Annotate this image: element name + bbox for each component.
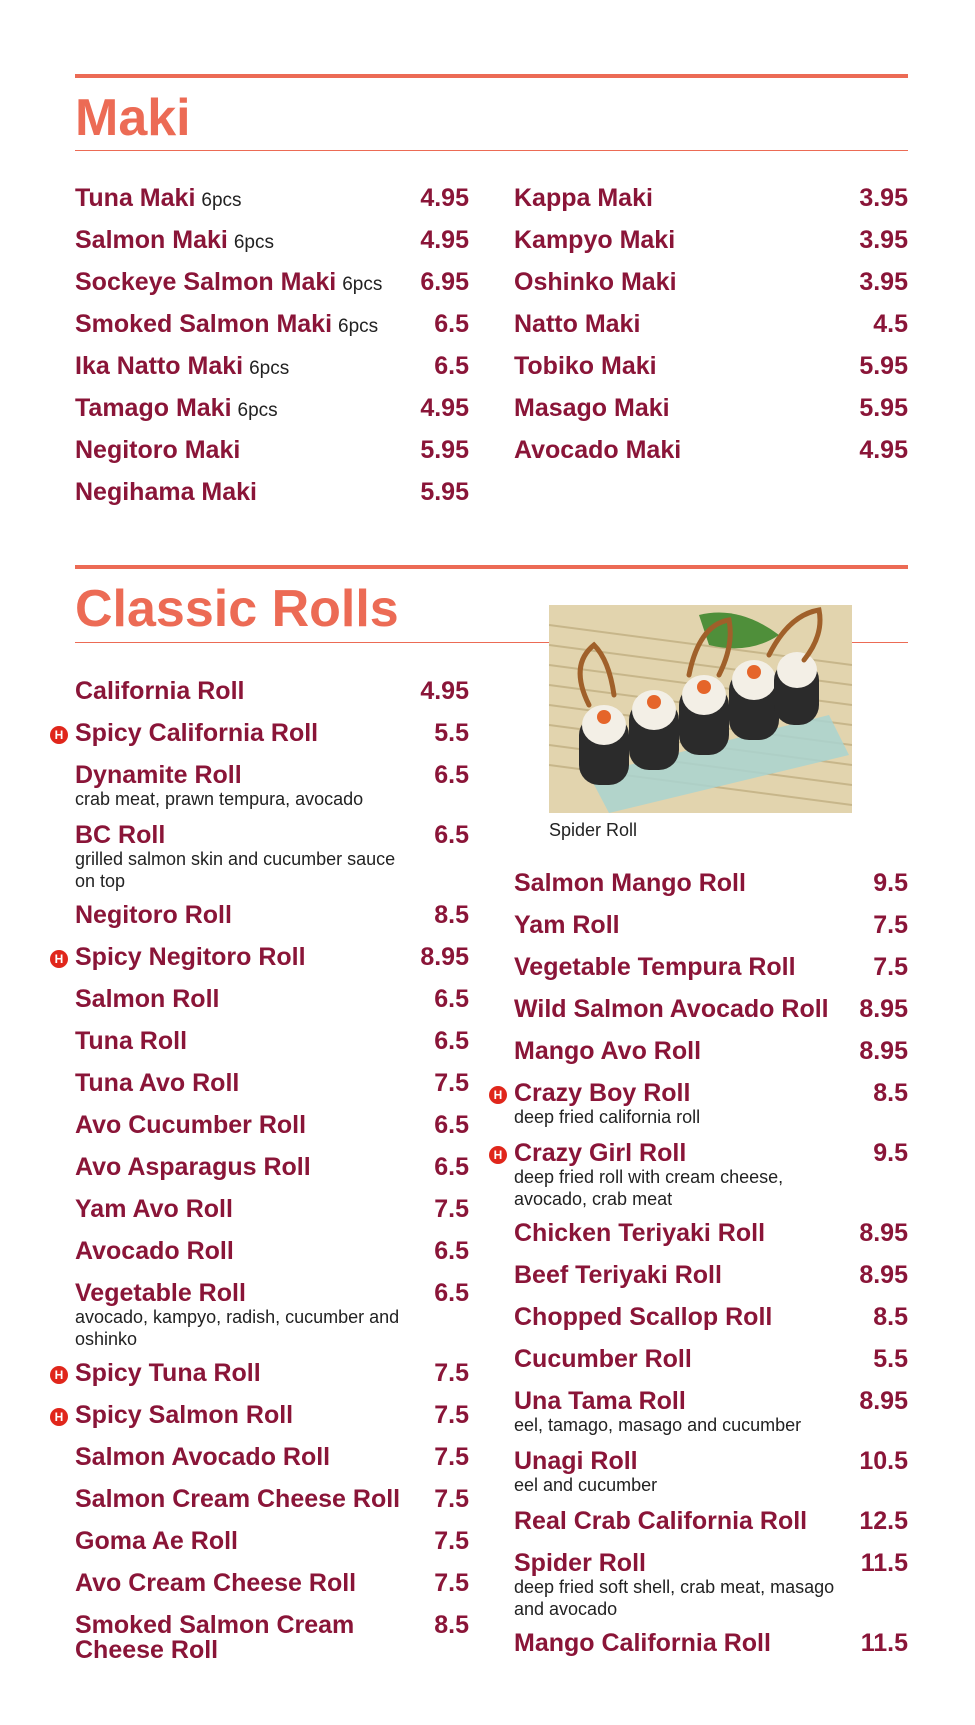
menu-item bbox=[514, 268, 908, 310]
menu-item bbox=[75, 394, 469, 436]
menu-item bbox=[514, 1387, 908, 1447]
item-name: Negihama Maki bbox=[75, 478, 258, 506]
menu-item bbox=[54, 1359, 469, 1401]
menu-item bbox=[75, 268, 469, 310]
item-name: Spicy Negitoro Roll bbox=[75, 943, 306, 971]
menu-item bbox=[75, 901, 469, 943]
item-description: grilled salmon skin and cucumber sauce on top bbox=[75, 849, 396, 891]
classic-section-title: Classic Rolls bbox=[75, 580, 399, 638]
item-name-group bbox=[75, 478, 257, 507]
item-name: Yam Avo Roll bbox=[75, 1195, 233, 1223]
item-name: Masago Maki bbox=[514, 394, 670, 422]
menu-item bbox=[75, 1611, 469, 1671]
menu-item bbox=[514, 1037, 908, 1079]
menu-item bbox=[514, 1507, 908, 1549]
item-name: Tamago Maki bbox=[75, 394, 232, 422]
menu-item bbox=[75, 1485, 469, 1527]
menu-item bbox=[54, 943, 469, 985]
item-name: Tuna Roll bbox=[75, 1027, 188, 1055]
spider-roll-illustration bbox=[549, 605, 852, 813]
item-price: 8.5 bbox=[873, 1303, 908, 1331]
item-name: Crazy Girl Roll bbox=[514, 1139, 687, 1167]
spicy-hot-icon: H bbox=[50, 1366, 68, 1384]
spicy-hot-icon: H bbox=[50, 1408, 68, 1426]
menu-item bbox=[514, 1261, 908, 1303]
menu-item bbox=[514, 352, 908, 394]
item-name: Unagi Roll bbox=[514, 1447, 638, 1475]
maki-title-rule bbox=[75, 150, 908, 151]
menu-item bbox=[514, 911, 908, 953]
item-price: 7.5 bbox=[434, 1359, 469, 1387]
item-price: 6.5 bbox=[434, 310, 469, 338]
menu-item bbox=[75, 1153, 469, 1195]
item-price: 8.5 bbox=[434, 1611, 469, 1639]
item-price: 7.5 bbox=[434, 1443, 469, 1471]
item-name-group bbox=[514, 394, 670, 423]
item-name: Salmon Roll bbox=[75, 985, 220, 1013]
item-name-group bbox=[514, 352, 657, 381]
menu-item bbox=[514, 1219, 908, 1261]
classic-top-rule bbox=[75, 565, 908, 569]
item-name: Salmon Cream Cheese Roll bbox=[75, 1485, 401, 1513]
item-price: 12.5 bbox=[859, 1507, 908, 1535]
menu-item bbox=[514, 226, 908, 268]
menu-item bbox=[514, 869, 908, 911]
spider-roll-photo bbox=[549, 605, 852, 813]
menu-item bbox=[75, 1443, 469, 1485]
item-quantity: 6pcs bbox=[249, 358, 290, 379]
item-price: 5.95 bbox=[859, 352, 908, 380]
spicy-hot-icon: H bbox=[50, 950, 68, 968]
classic-left-column bbox=[54, 677, 469, 1671]
item-name: Mango California Roll bbox=[514, 1629, 771, 1657]
item-name: Dynamite Roll bbox=[75, 761, 242, 789]
item-price: 10.5 bbox=[859, 1447, 908, 1475]
item-price: 7.5 bbox=[434, 1569, 469, 1597]
item-price: 5.5 bbox=[434, 719, 469, 747]
item-price: 7.5 bbox=[434, 1195, 469, 1223]
item-price: 7.5 bbox=[873, 953, 908, 981]
item-name-group bbox=[514, 268, 677, 297]
item-name: Cucumber Roll bbox=[514, 1345, 692, 1373]
item-price: 6.5 bbox=[434, 821, 469, 849]
item-quantity: 6pcs bbox=[338, 316, 379, 337]
item-price: 7.5 bbox=[434, 1527, 469, 1555]
item-price: 4.95 bbox=[420, 184, 469, 212]
item-name: Mango Avo Roll bbox=[514, 1037, 702, 1065]
item-price: 7.5 bbox=[873, 911, 908, 939]
menu-item bbox=[493, 1079, 908, 1139]
item-price: 11.5 bbox=[860, 1629, 908, 1657]
item-price: 9.5 bbox=[873, 869, 908, 897]
menu-item bbox=[75, 985, 469, 1027]
menu-item bbox=[75, 1195, 469, 1237]
item-name: Smoked Salmon Cream Cheese Roll bbox=[75, 1611, 355, 1664]
item-name: Salmon Avocado Roll bbox=[75, 1443, 331, 1471]
item-price: 4.95 bbox=[859, 436, 908, 464]
item-description: eel, tamago, masago and cucumber bbox=[514, 1415, 802, 1435]
item-quantity: 6pcs bbox=[233, 232, 274, 253]
item-name: Beef Teriyaki Roll bbox=[514, 1261, 722, 1289]
item-name: Natto Maki bbox=[514, 310, 641, 338]
item-name: Sockeye Salmon Maki bbox=[75, 268, 337, 296]
item-name: Tobiko Maki bbox=[514, 352, 657, 380]
item-price: 8.5 bbox=[434, 901, 469, 929]
item-name: BC Roll bbox=[75, 821, 166, 849]
maki-section-title: Maki bbox=[75, 89, 191, 147]
item-name-group bbox=[75, 436, 240, 465]
item-name-group bbox=[75, 352, 289, 381]
item-price: 6.5 bbox=[434, 1027, 469, 1055]
menu-item bbox=[75, 184, 469, 226]
item-name: Kappa Maki bbox=[514, 184, 653, 212]
item-price: 6.95 bbox=[420, 268, 469, 296]
menu-item bbox=[75, 1027, 469, 1069]
menu-item bbox=[75, 352, 469, 394]
item-price: 11.5 bbox=[860, 1549, 908, 1577]
item-price: 7.5 bbox=[434, 1069, 469, 1097]
menu-item bbox=[514, 184, 908, 226]
item-name: Avo Cream Cheese Roll bbox=[75, 1569, 357, 1597]
item-name: Yam Roll bbox=[514, 911, 620, 939]
menu-item bbox=[75, 226, 469, 268]
item-price: 7.5 bbox=[434, 1401, 469, 1429]
item-price: 6.5 bbox=[434, 761, 469, 789]
item-name: Una Tama Roll bbox=[514, 1387, 686, 1415]
item-price: 3.95 bbox=[859, 226, 908, 254]
item-quantity: 6pcs bbox=[237, 400, 278, 421]
spicy-hot-icon: H bbox=[489, 1086, 507, 1104]
item-name-group bbox=[75, 268, 382, 297]
item-name-group bbox=[75, 394, 278, 423]
item-price: 5.5 bbox=[873, 1345, 908, 1373]
menu-item bbox=[514, 1345, 908, 1387]
item-name: Avocado Maki bbox=[514, 436, 682, 464]
menu-item bbox=[514, 394, 908, 436]
item-name: Goma Ae Roll bbox=[75, 1527, 238, 1555]
item-name: California Roll bbox=[75, 677, 245, 705]
item-quantity: 6pcs bbox=[342, 274, 383, 295]
item-price: 8.95 bbox=[859, 1037, 908, 1065]
item-description: eel and cucumber bbox=[514, 1475, 658, 1495]
item-name: Tuna Avo Roll bbox=[75, 1069, 240, 1097]
item-price: 8.5 bbox=[873, 1079, 908, 1107]
item-name: Spicy California Roll bbox=[75, 719, 319, 747]
item-price: 6.5 bbox=[434, 1237, 469, 1265]
menu-item bbox=[493, 1139, 908, 1219]
photo-caption: Spider Roll bbox=[549, 820, 638, 840]
item-name: Spicy Salmon Roll bbox=[75, 1401, 294, 1429]
item-name: Avo Cucumber Roll bbox=[75, 1111, 307, 1139]
menu-item bbox=[514, 436, 908, 478]
item-name-group bbox=[514, 436, 681, 465]
menu-item bbox=[514, 1629, 908, 1671]
item-price: 6.5 bbox=[434, 1111, 469, 1139]
menu-item bbox=[514, 310, 908, 352]
item-name-group bbox=[75, 226, 274, 255]
menu-item bbox=[75, 821, 469, 901]
menu-item bbox=[54, 1401, 469, 1443]
menu-item bbox=[75, 761, 469, 821]
item-price: 8.95 bbox=[420, 943, 469, 971]
item-description: avocado, kampyo, radish, cucumber and oshinko bbox=[75, 1307, 400, 1349]
item-price: 8.95 bbox=[859, 1261, 908, 1289]
menu-item bbox=[75, 677, 469, 719]
item-name: Spider Roll bbox=[514, 1549, 646, 1577]
item-description: crab meat, prawn tempura, avocado bbox=[75, 789, 364, 809]
menu-item bbox=[514, 1447, 908, 1507]
item-price: 6.5 bbox=[434, 1279, 469, 1307]
menu-item bbox=[514, 1303, 908, 1345]
item-name: Negitoro Maki bbox=[75, 436, 241, 464]
item-name: Avo Asparagus Roll bbox=[75, 1153, 311, 1181]
item-name: Avocado Roll bbox=[75, 1237, 234, 1265]
item-price: 6.5 bbox=[434, 1153, 469, 1181]
item-price: 8.95 bbox=[859, 1219, 908, 1247]
item-name: Spicy Tuna Roll bbox=[75, 1359, 261, 1387]
item-description: deep fried roll with cream cheese, avocado, crab meat bbox=[514, 1167, 784, 1209]
item-price: 5.95 bbox=[420, 436, 469, 464]
item-price: 6.5 bbox=[434, 352, 469, 380]
item-name: Real Crab California Roll bbox=[514, 1507, 808, 1535]
item-price: 6.5 bbox=[434, 985, 469, 1013]
maki-left-column bbox=[75, 184, 469, 520]
item-name-group bbox=[514, 184, 653, 213]
menu-item bbox=[514, 1549, 908, 1629]
item-price: 4.5 bbox=[873, 310, 908, 338]
item-name-group bbox=[514, 310, 640, 339]
menu-item bbox=[75, 1111, 469, 1153]
item-name: Negitoro Roll bbox=[75, 901, 232, 929]
menu-item bbox=[514, 953, 908, 995]
item-name: Kampyo Maki bbox=[514, 226, 676, 254]
item-name-group bbox=[75, 310, 378, 339]
item-price: 4.95 bbox=[420, 677, 469, 705]
menu-item bbox=[75, 1279, 469, 1359]
item-price: 8.95 bbox=[859, 1387, 908, 1415]
item-name: Ika Natto Maki bbox=[75, 352, 244, 380]
menu-item bbox=[75, 310, 469, 352]
item-name: Wild Salmon Avocado Roll bbox=[514, 995, 829, 1023]
spicy-hot-icon: H bbox=[50, 726, 68, 744]
item-price: 5.95 bbox=[859, 394, 908, 422]
menu-item bbox=[75, 1237, 469, 1279]
spicy-hot-icon: H bbox=[489, 1146, 507, 1164]
item-price: 4.95 bbox=[420, 226, 469, 254]
item-name: Smoked Salmon Maki bbox=[75, 310, 333, 338]
menu-item bbox=[514, 995, 908, 1037]
menu-item bbox=[75, 436, 469, 478]
menu-item bbox=[54, 719, 469, 761]
item-price: 9.5 bbox=[873, 1139, 908, 1167]
item-name: Vegetable Tempura Roll bbox=[514, 953, 796, 981]
item-name: Oshinko Maki bbox=[514, 268, 677, 296]
item-quantity: 6pcs bbox=[201, 190, 242, 211]
maki-right-column bbox=[514, 184, 908, 478]
menu-item bbox=[75, 1527, 469, 1569]
item-name: Salmon Maki bbox=[75, 226, 228, 254]
item-price: 4.95 bbox=[420, 394, 469, 422]
item-name: Salmon Mango Roll bbox=[514, 869, 746, 897]
menu-item bbox=[75, 1069, 469, 1111]
maki-top-rule bbox=[75, 74, 908, 78]
item-name: Chicken Teriyaki Roll bbox=[514, 1219, 766, 1247]
item-name: Crazy Boy Roll bbox=[514, 1079, 691, 1107]
item-description: deep fried california roll bbox=[514, 1107, 701, 1127]
menu-item bbox=[75, 1569, 469, 1611]
item-name-group bbox=[514, 226, 675, 255]
classic-right-column bbox=[493, 869, 908, 1671]
item-description: deep fried soft shell, crab meat, masago and avocado bbox=[514, 1577, 835, 1619]
menu-item bbox=[75, 478, 469, 520]
item-price: 8.95 bbox=[859, 995, 908, 1023]
item-name: Tuna Maki bbox=[75, 184, 196, 212]
item-price: 7.5 bbox=[434, 1485, 469, 1513]
item-price: 5.95 bbox=[420, 478, 469, 506]
item-name: Chopped Scallop Roll bbox=[514, 1303, 773, 1331]
item-name-group bbox=[75, 184, 242, 213]
item-name: Vegetable Roll bbox=[75, 1279, 246, 1307]
item-price: 3.95 bbox=[859, 268, 908, 296]
item-price: 3.95 bbox=[859, 184, 908, 212]
